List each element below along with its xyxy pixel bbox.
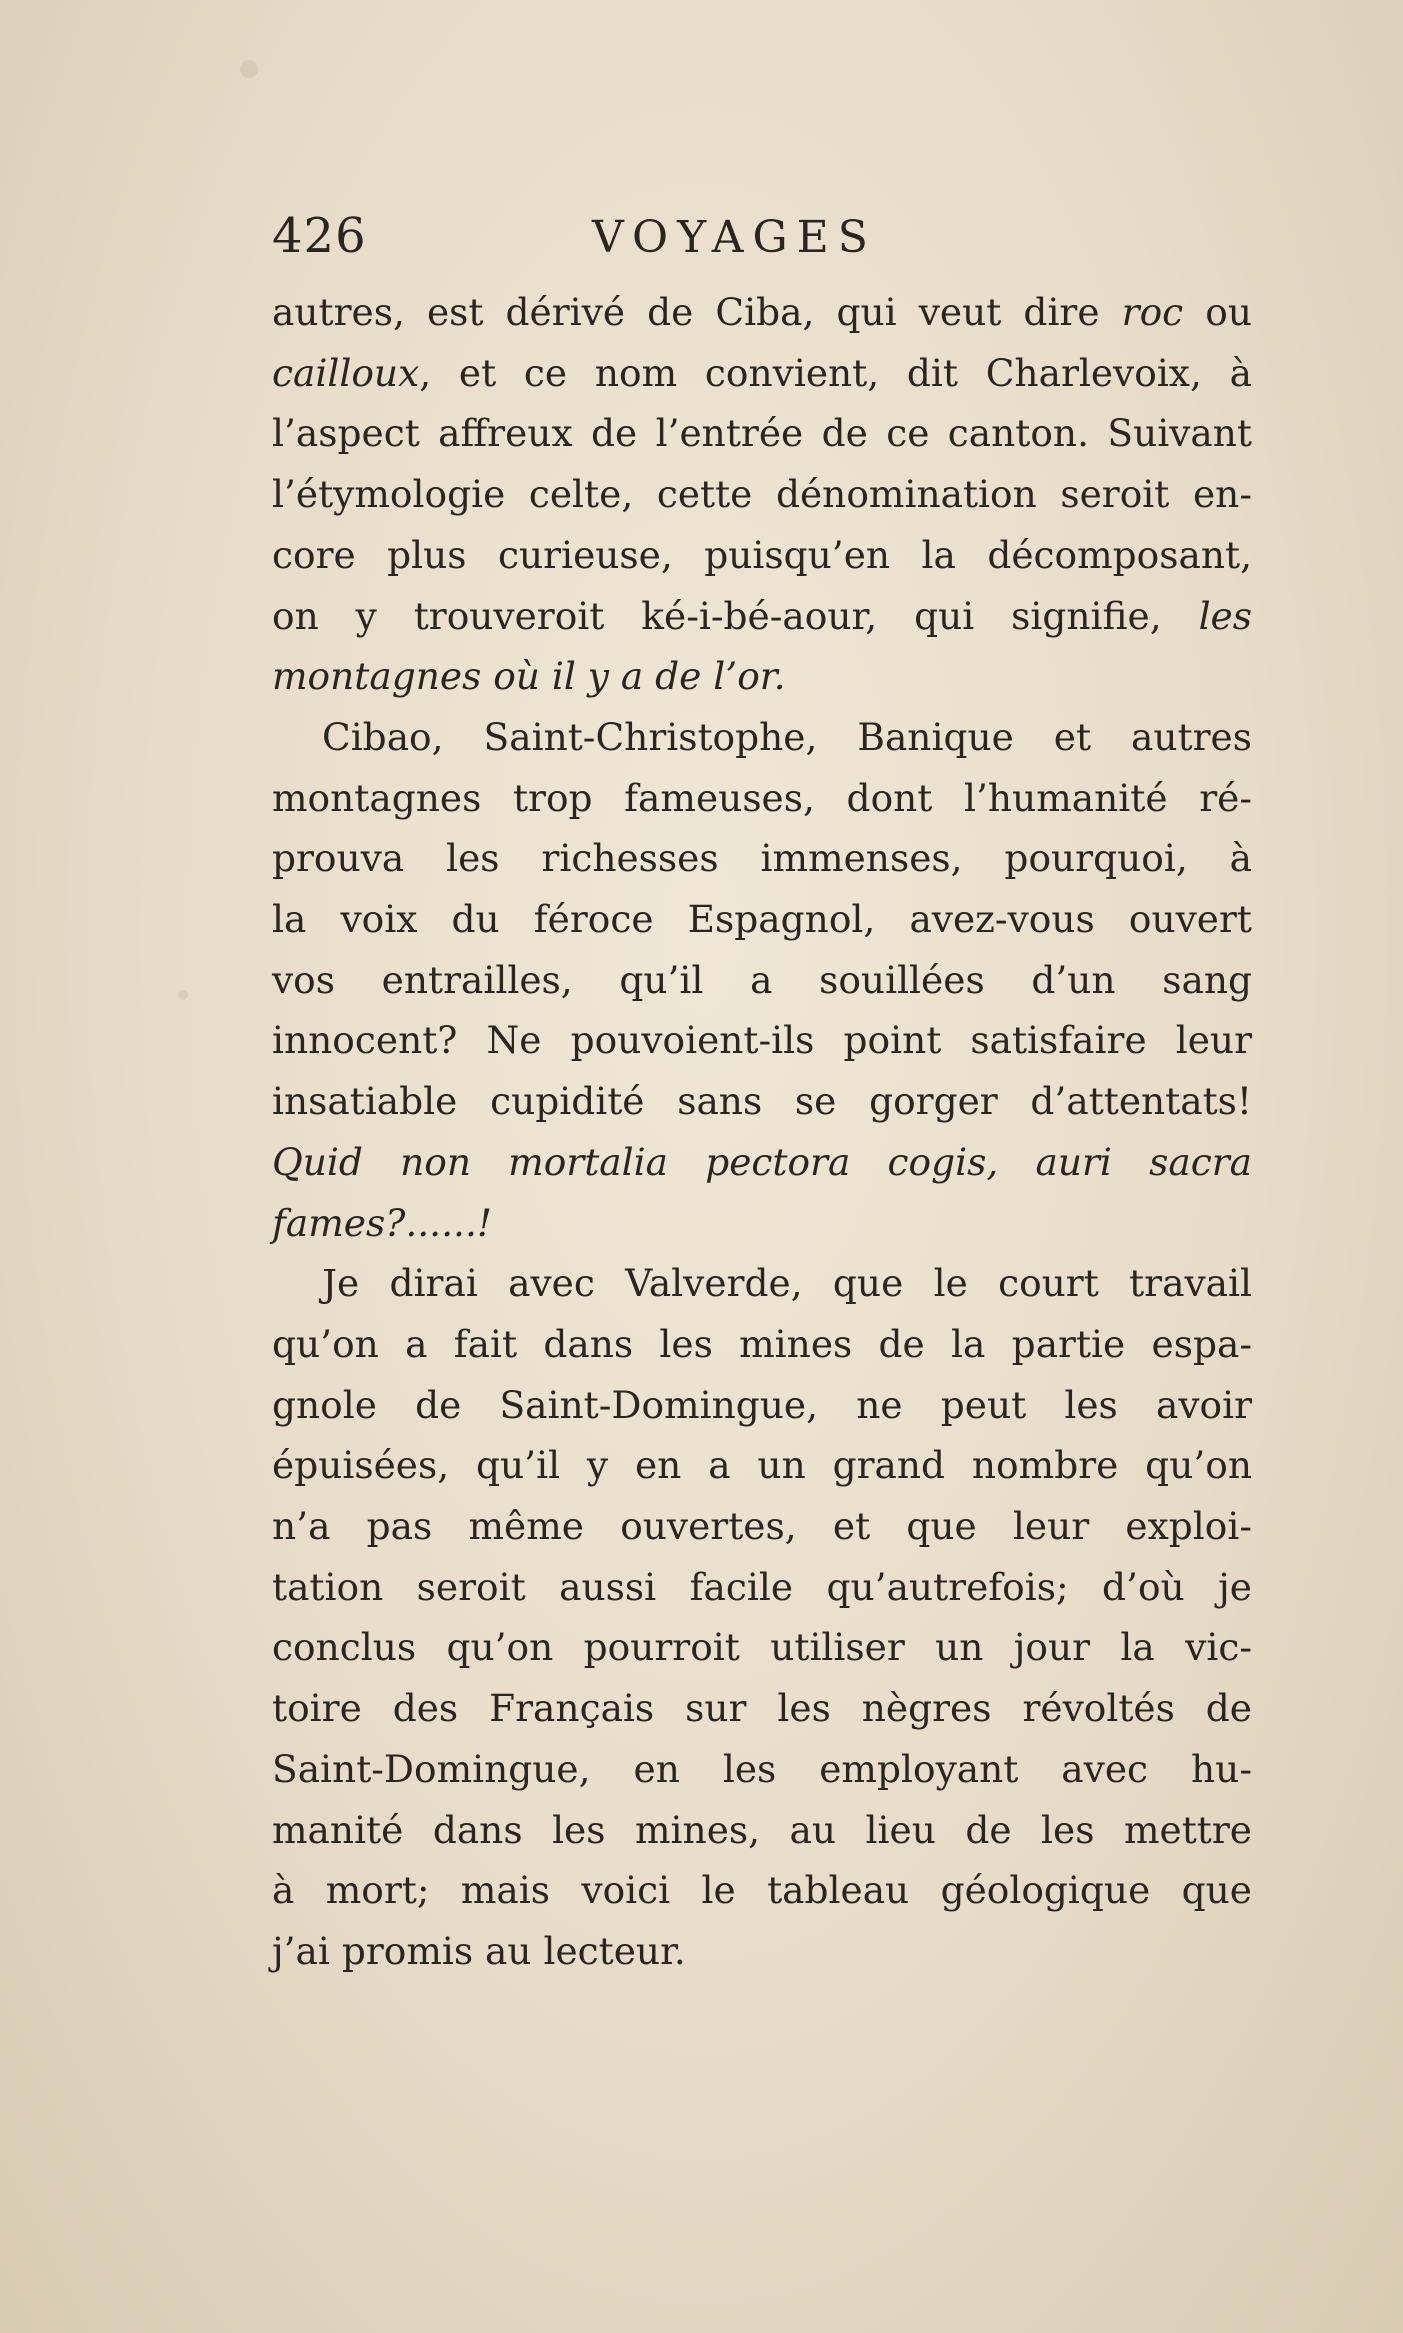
text-segment: manité dans les mines, au lieu de les mettre [272,1807,1252,1852]
text-line [272,950,1252,1011]
text-line [272,646,1252,707]
paragraph [272,1253,1252,1981]
text-segment: toire des Français sur les nègres révoltés de [272,1686,1252,1731]
italic-text: Quid non mortalia pectora cogis, auri sacra [272,1139,1252,1184]
text-segment: autres, est dérivé de Ciba, qui veut dire [272,290,1122,334]
text-line [272,1435,1252,1496]
text-line [272,343,1252,404]
text-segment: n’a pas même ouvertes, et que leur exploi- [272,1504,1252,1549]
text-line [272,1375,1252,1436]
text-segment: Je dirai avec Valverde, que le court travail [322,1261,1252,1306]
text-line [272,1739,1252,1800]
text-line [272,1496,1252,1557]
text-line [272,1860,1252,1921]
text-line [272,707,1252,768]
text-segment: l’aspect affreux de l’entrée de ce canton. Suivant [272,411,1252,456]
italic-text: cailloux [272,350,420,395]
text-segment: vos entrailles, qu’il a souillées d’un sang [272,957,1252,1002]
italic-text: montagnes où il y a de l’or. [272,654,786,699]
paragraph [272,282,1252,707]
text-segment: tation seroit aussi facile qu’autrefois; d’où je [272,1564,1252,1609]
text-segment: à mort; mais voici le tableau géologique que [272,1868,1252,1913]
text-line [272,1800,1252,1861]
text-line [272,525,1252,586]
text-segment: core plus curieuse, puisqu’en la décomposant, [272,532,1252,577]
text-segment: ou [1183,290,1252,334]
paper-stain [240,60,258,78]
text-segment: gnole de Saint-Domingue, ne peut les avoir [272,1382,1252,1427]
running-title: VOYAGES [592,212,877,263]
page-number: 426 [272,208,367,264]
text-line [272,1010,1252,1071]
italic-text: les [1198,593,1252,638]
text-line [272,1253,1252,1314]
text-line [272,282,1252,343]
text-segment: , et ce nom convient, dit Charlevoix, à [419,350,1252,395]
italic-text: fames?......! [272,1200,492,1245]
text-segment: l’étymologie celte, cette dénomination seroit en- [272,472,1252,517]
page-header [272,208,1252,272]
text-segment: montagnes trop fameuses, dont l’humanité ré- [272,775,1252,820]
paper-stain [178,990,188,1000]
text-line [272,1921,1252,1982]
text-segment: insatiable cupidité sans se gorger d’attentats! [272,1079,1252,1124]
text-line [272,586,1252,647]
text-segment: j’ai promis au lecteur. [272,1928,686,1973]
text-line [272,828,1252,889]
text-segment: prouva les richesses immenses, pourquoi, à [272,836,1252,881]
text-line [272,1678,1252,1739]
text-segment: on y trouveroit ké-i-bé-aour, qui signifie, [272,593,1199,638]
text-line [272,1557,1252,1618]
text-line [272,1132,1252,1193]
text-line [272,403,1252,464]
text-segment: qu’on a fait dans les mines de la partie espa- [272,1321,1252,1366]
text-segment: la voix du féroce Espagnol, avez-vous ouvert [272,897,1252,942]
text-line [272,464,1252,525]
text-segment: conclus qu’on pourroit utiliser un jour la vic- [272,1625,1252,1670]
text-segment: épuisées, qu’il y en a un grand nombre qu’on [272,1443,1252,1488]
text-segment: Cibao, Saint-Christophe, Banique et autres [322,714,1252,759]
text-line [272,1617,1252,1678]
text-line [272,889,1252,950]
paragraph [272,707,1252,1253]
text-line [272,1071,1252,1132]
text-line [272,1314,1252,1375]
text-line [272,768,1252,829]
text-segment: Saint-Domingue, en les employant avec hu- [272,1746,1252,1791]
italic-text: roc [1121,290,1184,334]
text-segment: innocent? Ne pouvoient-ils point satisfaire leur [272,1018,1252,1063]
text-line [272,1193,1252,1254]
body-text [272,282,1252,1982]
